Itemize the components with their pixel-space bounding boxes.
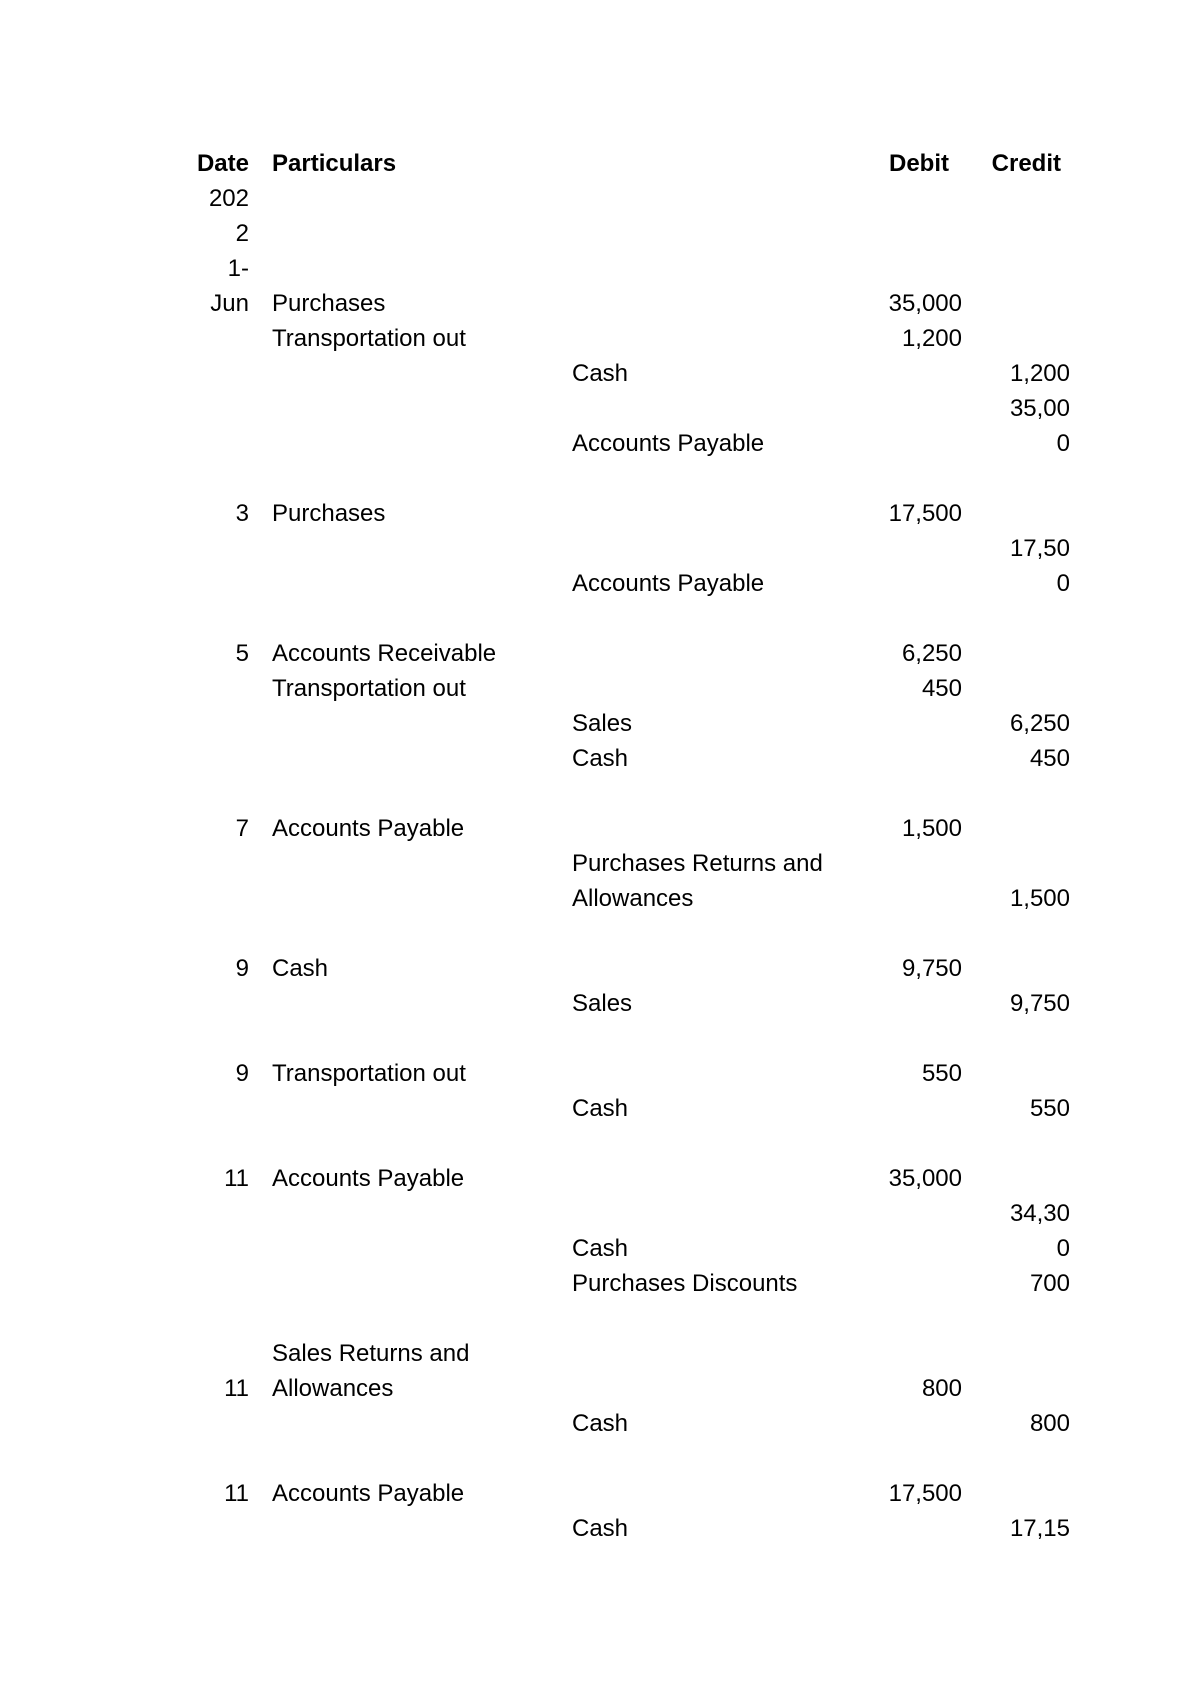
credit-amount: 550 [1029, 1095, 1070, 1122]
credit-amount: 0 [1056, 570, 1070, 597]
entry-date: 11 [224, 1480, 249, 1507]
entry-date: 3 [235, 500, 249, 527]
debit-account: Accounts Payable [272, 815, 465, 842]
header-debit: Debit [889, 150, 949, 177]
debit-account: Transportation out [272, 325, 466, 352]
header-credit: Credit [991, 150, 1061, 177]
debit-account: Transportation out [272, 1060, 466, 1087]
debit-amount: 6,250 [901, 640, 962, 667]
debit-account: Allowances [272, 1375, 394, 1402]
debit-amount: 17,500 [888, 500, 962, 527]
credit-amount: 17,15 [1009, 1515, 1070, 1542]
credit-account: Purchases Returns and [572, 850, 823, 877]
credit-account: Cash [572, 1515, 629, 1542]
credit-amount: 700 [1029, 1270, 1070, 1297]
debit-amount: 450 [921, 675, 962, 702]
credit-account: Cash [572, 1095, 629, 1122]
entry-date: 11 [224, 1165, 249, 1192]
debit-account: Purchases [272, 290, 386, 317]
entry-date: 202 [208, 185, 249, 212]
debit-amount: 35,000 [888, 290, 962, 317]
credit-amount: 0 [1056, 1235, 1070, 1262]
debit-account: Purchases [272, 500, 386, 527]
debit-amount: 35,000 [888, 1165, 962, 1192]
debit-account: Accounts Payable [272, 1480, 465, 1507]
debit-amount: 1,200 [901, 325, 962, 352]
entry-date: 9 [235, 1060, 249, 1087]
credit-amount: 1,500 [1009, 885, 1070, 912]
debit-account: Transportation out [272, 675, 466, 702]
credit-amount: 9,750 [1009, 990, 1070, 1017]
entry-date: 9 [235, 955, 249, 982]
entry-date: 2 [235, 220, 249, 247]
debit-account: Sales Returns and [272, 1340, 470, 1367]
entry-date: 11 [224, 1375, 249, 1402]
debit-account: Accounts Payable [272, 1165, 465, 1192]
credit-amount: 6,250 [1009, 710, 1070, 737]
debit-account: Cash [272, 955, 329, 982]
credit-account: Purchases Discounts [572, 1270, 798, 1297]
credit-account: Cash [572, 360, 629, 387]
header-date: Date [196, 150, 249, 177]
debit-amount: 9,750 [901, 955, 962, 982]
credit-amount: 800 [1029, 1410, 1070, 1437]
debit-amount: 550 [921, 1060, 962, 1087]
credit-account: Cash [572, 745, 629, 772]
credit-amount: 0 [1056, 430, 1070, 457]
credit-amount: 35,00 [1009, 395, 1070, 422]
entry-date: 7 [235, 815, 249, 842]
debit-amount: 800 [921, 1375, 962, 1402]
entry-date: 5 [235, 640, 249, 667]
credit-account: Sales [572, 710, 633, 737]
entry-date: Jun [210, 290, 249, 317]
debit-account: Accounts Receivable [272, 640, 497, 667]
credit-account: Allowances [572, 885, 694, 912]
credit-account: Accounts Payable [572, 430, 765, 457]
credit-account: Cash [572, 1410, 629, 1437]
debit-amount: 17,500 [888, 1480, 962, 1507]
header-particulars: Particulars [272, 150, 397, 177]
credit-amount: 17,50 [1009, 535, 1070, 562]
entry-date: 1- [227, 255, 249, 282]
credit-account: Cash [572, 1235, 629, 1262]
debit-amount: 1,500 [901, 815, 962, 842]
credit-account: Sales [572, 990, 633, 1017]
credit-amount: 1,200 [1009, 360, 1070, 387]
credit-amount: 450 [1029, 745, 1070, 772]
credit-amount: 34,30 [1009, 1200, 1070, 1227]
credit-account: Accounts Payable [572, 570, 765, 597]
